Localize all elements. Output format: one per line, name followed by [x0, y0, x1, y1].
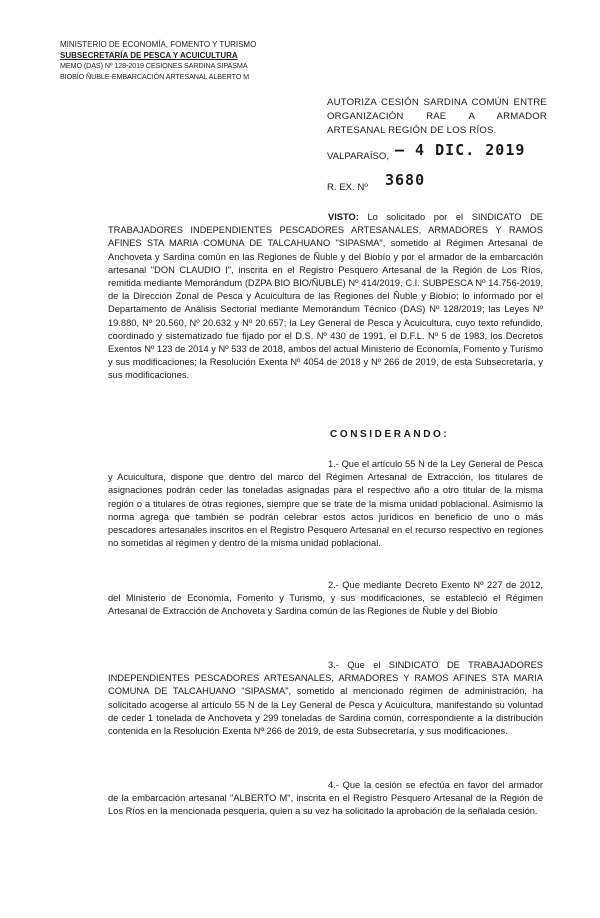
undersecretariat-name: SUBSECRETARÍA DE PESCA Y ACUICULTURA [60, 50, 238, 60]
resolution-number-label: R. EX. Nº [327, 182, 368, 193]
memo-reference: MEMO (DAS) Nº 128-2019 CESIONES SARDINA SIPASMA [60, 61, 248, 71]
considerando-paragraph-3: 3.- Que el SINDICATO DE TRABAJADORES INDEPENDIENTES PESCADORES ARTESANALES, ARMADORES Y RAMOS AFINES STA MARIA COMUNA DE TALCAHUANO "SIPASMA", sometido al mencionado régimen de administración, ha solicitado acogerse al artículo 55 N de la Ley General de Pesca y Acuicultura, manifestando su voluntad de ceder 1 tonelada de Anchoveta y 299 toneladas de Sardina común, correspondiente a la distribución contenida en la Resolución Exenta Nº 266 de 2019, de esta Subsecretaría, y sus modificaciones. [108, 660, 543, 737]
considerando-paragraph-4: 4.- Que la cesión se efectúa en favor del armador de la embarcación artesanal "ALBERTO M", inscrita en el Registro Pesquero Artesanal de la Región de Los Ríos en la mencionada pesquería, quien a su vez ha solicitado la aprobación de la señalada cesión. [108, 780, 543, 817]
resolution-number-line [327, 171, 426, 194]
resolution-subject: AUTORIZA CESIÓN SARDINA COMÚN ENTRE ORGANIZACIÓN RAE A ARMADOR ARTESANAL REGIÓN DE LOS RÍOS. [327, 97, 547, 136]
visto-label: VISTO: [328, 212, 359, 222]
date-stamp: – 4 DIC. 2019 [395, 141, 526, 159]
letterhead [60, 40, 320, 82]
ministry-name: MINISTERIO DE ECONOMÍA, FOMENTO Y TURISMO [60, 40, 257, 49]
place-label: VALPARAÍSO, [327, 151, 390, 162]
resolution-number-stamp: 3680 [385, 171, 426, 189]
considerando-paragraph-1: 1.- Que el artículo 55 N de la Ley General de Pesca y Acuicultura, dispone que dentro del marco del Régimen Artesanal de Extracción, los titulares de asignaciones podrán ceder las toneladas asignadas para el respectivo año a otro titular de la misma región o a titulares de otras regiones, siempre que se trate de la misma unidad poblacional. Asimismo la norma agrega que también se podrán celebrar estos actos jurídicos en beneficio de uno o más pescadores artesanales inscritos en el Registro Pesquero Artesanal en el recurso respectivo en regiones no sometidas al régimen y dentro de la misma unidad poblacional. [108, 459, 543, 549]
visto-section [108, 211, 543, 383]
memo-reference-detail: BIOBÍO ÑUBLE-EMBARCACIÓN ARTESANAL ALBERTO M [60, 71, 250, 81]
visto-text: Lo solicitado por el SINDICATO DE TRABAJADORES INDEPENDIENTES PESCADORES ARTESANALES, ARMADORES Y RAMOS AFINES STA MARIA COMUNA DE TALCAHUANO "SIPASMA", sometido al Régimen Artesanal de Anchoveta y Sardina común en las Regiones de Ñuble y del Biobío y por el armador de la embarcación artesanal "DON CLAUDIO I", inscrita en el Registro Pesquero Artesanal de la Región de Los Ríos, remitida mediante Memorándum (DZPA BIO BIO/ÑUBLE) Nº 414/2019, C.I. SUBPESCA Nº 14.756-2019, de la Dirección Zonal de Pesca y Acuicultura de las Regiones del Ñuble y Biobío; lo informado por el Departamento de Análisis Sectorial mediante Memorándum Técnico (DAS) Nº 128/2019; las Leyes Nº 19.880, Nº 20.560, Nº 20.632 y Nº 20.657; la Ley General de Pesca y Acuicultura, cuyo texto refundido, coordinado y sistematizado fue fijado por el D.S. Nº 430 de 1991, el D.F.L. Nº 5 de 1983, los Decretos Exentos Nº 123 de 2014 y Nº 533 de 2018, ambos del actual Ministerio de Economía, Fomento y Turismo y sus modificaciones; la Resolución Exenta Nº 4054 de 2018 y Nº 266 de 2019, de esta Subsecretaría, y sus modificaciones. [108, 212, 543, 381]
considerando-heading: CONSIDERANDO: [330, 429, 450, 440]
considerando-paragraph-2: 2.- Que mediante Decreto Exento Nº 227 de 2012, del Ministerio de Economía, Fomento y Turismo, y sus modificaciones, se estableció el Régimen Artesanal de Extracción de Anchoveta y Sardina común de las Regiones de Ñuble y del Biobío [108, 580, 543, 617]
dateline [327, 141, 526, 163]
